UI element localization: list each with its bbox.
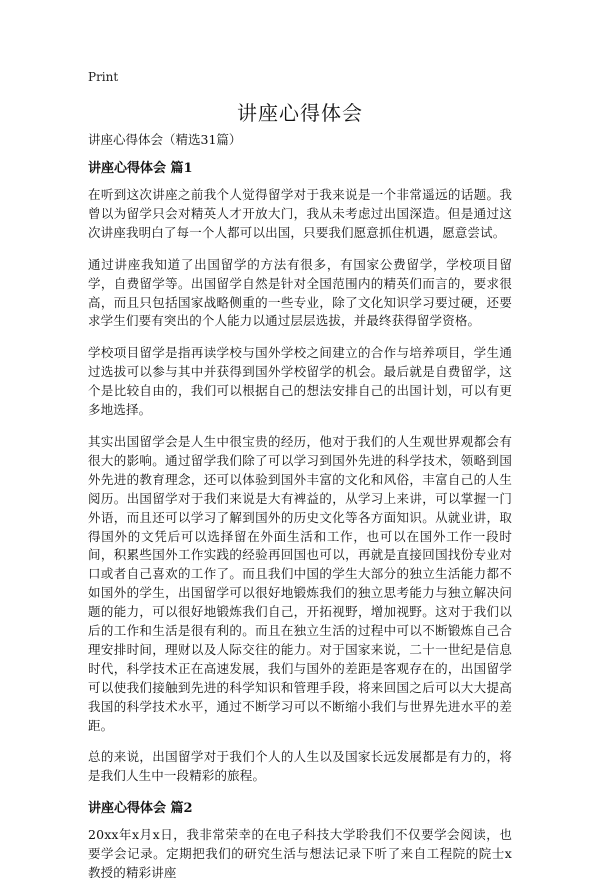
document-subtitle: 讲座心得体会（精选31篇）: [88, 132, 242, 147]
section-heading-2: 讲座心得体会 篇2: [88, 801, 193, 817]
section-heading-1: 讲座心得体会 篇1: [88, 161, 193, 176]
paragraph: 其实出国留学会是人生中很宝贵的经历，他对于我们的人生观世界观都会有很大的影响。通过留学我们除了可以学习到国外先进的科学技术，领略到国外先进的教育理念，还可以体验到国外丰富的文化和风俗，丰富自己的人生阅历。出国留学对于我们来说是大有裨益的，从学习上来讲，可以掌握一门外语，而且还可以学习了解到国外的历史文化等各方面知识。从就业讲，取得国外的文凭后可以选择留在外面生活和工作，也可以在国外工作一段时间，积累些国外工作实践的经验再回国也可以，再就是直接回国找份专业对口或者自己喜欢的工作了。而且我们中国的学生大部分的独立生活能力都不如国外的学生，出国留学可以很好地锻炼我们的独立思考能力与独立解决问题的能力，可以很好地锻炼我们自己，开拓视野，增加视野。这对于我们以后的工作和生活是很有利的。而且在独立生活的过程中可以不断锻炼自己合理安排时间，理财以及人际交往的能力。对于国家来说，二十一世纪是信息时代，科学技术正在高速发展，我们与国外的差距是客观存在的，出国留学可以使我们接触到先进的科学知识和管理手段，将来回国之后可以大大提高我国的科学技术水平，通过不断学习可以不断缩小我们与世界先进水平的差距。: [88, 433, 512, 733]
paragraph: 学校项目留学是指再读学校与国外学校之间建立的合作与培养项目，学生通过选拔可以参与其中并获得到国外学校留学的机会。最后就是自费留学，这个是比较自由的，我们可以根据自己的想法安排自己的出国计划，可以有更多地选择。: [88, 345, 512, 418]
page-title: 讲座心得体会: [237, 101, 363, 125]
print-label: Print: [88, 70, 119, 84]
document-body: [88, 130, 512, 896]
paragraph: 在听到这次讲座之前我个人觉得留学对于我来说是一个非常遥远的话题。我曾以为留学只会对精英人才开放大门，我从未考虑过出国深造。但是通过这次讲座我明白了每一个人都可以出国，只要我们愿意抓住机遇，愿意尝试。: [88, 187, 512, 240]
paragraph: 通过讲座我知道了出国留学的方法有很多，有国家公费留学，学校项目留学，自费留学等。出国留学自然是针对全国范围内的精英们而言的，要求很高，而且只包括国家战略侧重的一些专业，除了文化知识学习要过硬，还要求学生们要有突出的个人能力以通过层层选拔，并最终获得留学资格。: [88, 256, 512, 329]
paragraph: 总的来说，出国留学对于我们个人的人生以及国家长远发展都是有力的，将是我们人生中一段精彩的旅程。: [88, 749, 512, 784]
paragraph: 20xx年x月x日，我非常荣幸的在电子科技大学聆我们不仅要学会阅读，也要学会记录。定期把我们的研究生活与想法记录下听了来自工程院的院士x教授的精彩讲座: [88, 827, 512, 881]
